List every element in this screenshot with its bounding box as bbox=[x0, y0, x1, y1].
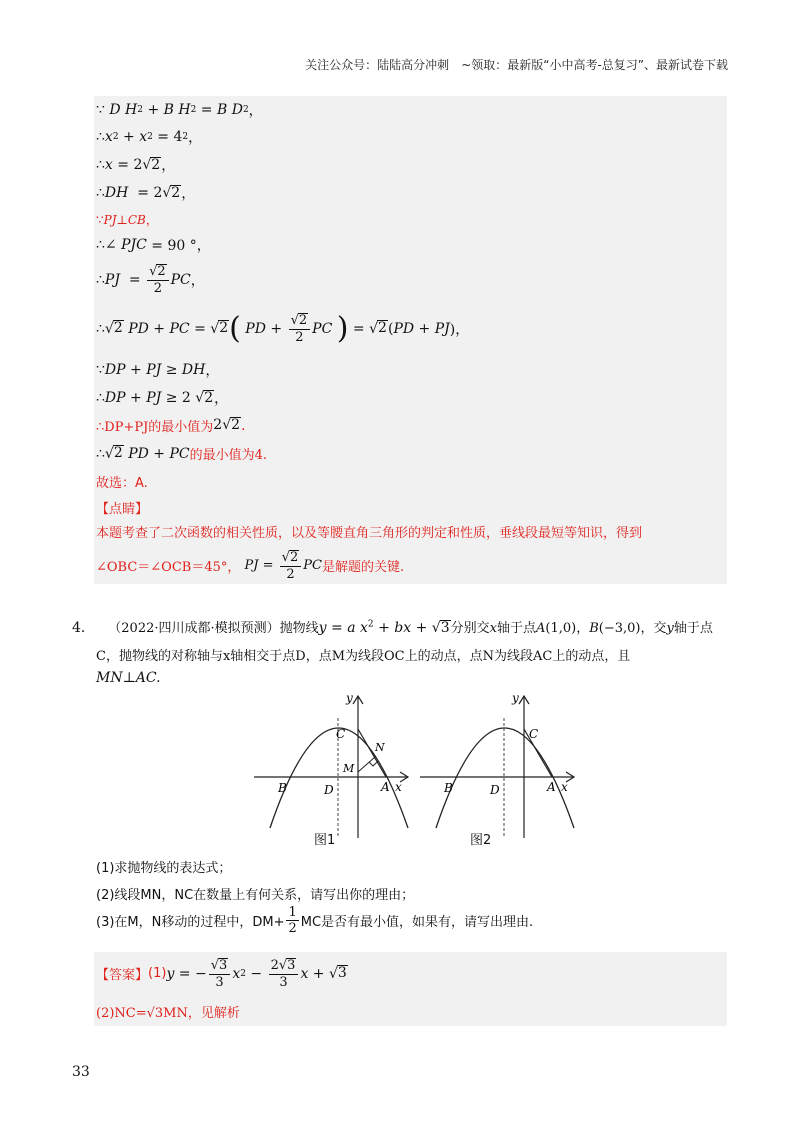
page-number: 33 bbox=[72, 1064, 90, 1080]
figure-1-caption: 图1 bbox=[314, 833, 336, 848]
solution-line-5: ∵ PJ ⊥ CB ， bbox=[96, 212, 158, 227]
solution-line-8: ∴√ 2 PD + PC = √ 2 ( PD + $\frac{√2}{2}$ PC ) = √ 2 ( PD + PJ )， bbox=[96, 310, 470, 346]
fig1-label-x: x bbox=[395, 780, 402, 794]
question-line-2: C，抛物线的对称轴与x轴相交于点D，点M为线段OC上的动点，点N为线段AC上的动点，且 bbox=[96, 649, 631, 664]
sub-question-3-start: (3)在M，N移动的过程中，DM+ bbox=[96, 915, 285, 930]
fig2-label-y: y bbox=[512, 691, 519, 705]
fig1-label-n: N bbox=[375, 741, 385, 754]
fig2-label-c: C bbox=[529, 727, 539, 741]
solution-line-12: ∴√ 2 PD + PC 的最小值为4. bbox=[96, 445, 268, 463]
answer-line-2: (2)NC=√3MN，见解析 bbox=[96, 1006, 240, 1021]
page-header: 关注公众号：陆陆高分冲刺 ~领取：最新版“小中高考-总复习”、最新试卷下载 bbox=[305, 58, 728, 72]
question-source: （2022·四川成都·模拟预测）抛物线 bbox=[108, 621, 319, 636]
fig2-parabola bbox=[436, 728, 574, 828]
answer-label: 【答案】 bbox=[96, 968, 149, 984]
fig1-line-mn bbox=[358, 757, 375, 772]
figure-2-caption: 图2 bbox=[470, 833, 492, 848]
solution-line-9: ∵ DP + PJ ≥ DH ， bbox=[96, 362, 220, 379]
solution-line-2: ∴ x 2 + x 2 = 4 2 ， bbox=[96, 129, 203, 146]
figure-1 bbox=[250, 688, 420, 848]
answer-choice: 故选：A. bbox=[96, 476, 148, 491]
question-line-1: 4． （2022·四川成都·模拟预测）抛物线y = a $x^2$ + bx + √3分别交x轴于点A(1,0)，B(−3,0)，交y轴于点 bbox=[72, 619, 713, 636]
answer-part-1: (1) bbox=[148, 966, 167, 982]
answer-line-1: 【答案】 (1) y = − $\frac{√3}{3}$ x 2 − $\frac{2√3}{3}$ x + √ 3 bbox=[96, 958, 347, 991]
solution-line-11: ∴DP+PJ的最小值为 2√2 . bbox=[96, 417, 246, 435]
key-to-solution: 是解题的关键. bbox=[321, 560, 405, 576]
fig2-label-d: D bbox=[490, 783, 500, 797]
fig1-label-m: M bbox=[343, 762, 355, 775]
figure-2 bbox=[416, 688, 586, 848]
fig2-label-x: x bbox=[561, 780, 568, 794]
question-number: 4． bbox=[72, 620, 95, 636]
fig1-parabola bbox=[270, 728, 408, 828]
fig2-label-b: B bbox=[444, 781, 453, 795]
sub-question-2: (2)线段MN，NC在数量上有何关系，请写出你的理由； bbox=[96, 888, 415, 903]
sub-question-1: (1)求抛物线的表达式； bbox=[96, 861, 232, 876]
fig1-label-a: A bbox=[381, 780, 390, 794]
question-line-3: MN⊥AC. bbox=[96, 670, 161, 686]
solution-line-3: ∴ x = 2√ 2 ， bbox=[96, 156, 176, 174]
solution-line-6: ∴∠ PJC = 90 °， bbox=[96, 237, 211, 254]
solution-line-10: ∴ DP + PJ ≥ 2 √ 2 ， bbox=[96, 389, 229, 407]
comment-label: 【点睛】 bbox=[96, 502, 149, 517]
fig1-label-c: C bbox=[336, 727, 346, 741]
min-value-text: ∴DP+PJ的最小值为 bbox=[96, 420, 214, 435]
angle-equality: ∠OBC＝∠OCB＝45°， bbox=[96, 560, 241, 576]
fig2-label-a: A bbox=[547, 780, 556, 794]
sub-question-3-end: MC是否有最小值，如果有，请写出理由. bbox=[300, 915, 534, 930]
fig1-label-y: y bbox=[346, 691, 353, 705]
solution-line-1: ∵ D H 2 + B H 2 = B D 2 ， bbox=[96, 102, 263, 119]
min-value-4: 的最小值为4. bbox=[189, 448, 268, 463]
comment-line-2: ∠OBC＝∠OCB＝45°， PJ = $\frac{√2}{2}$ PC 是解题的关键. bbox=[96, 550, 405, 583]
solution-line-7: ∴ PJ = $\frac{√2}{2}$ PC ， bbox=[96, 264, 205, 297]
fig1-label-d: D bbox=[324, 783, 334, 797]
sub-question-3: (3)在M，N移动的过程中，DM+ $\frac{1}{2}$ MC是否有最小值，如果有，请写出理由. bbox=[96, 905, 534, 936]
solution-line-4: ∴ DH = 2√ 2 ， bbox=[96, 184, 196, 202]
fig1-label-b: B bbox=[278, 781, 287, 795]
comment-line-1: 本题考查了二次函数的相关性质，以及等腰直角三角形的判定和性质，垂线段最短等知识，得到 bbox=[96, 526, 643, 541]
